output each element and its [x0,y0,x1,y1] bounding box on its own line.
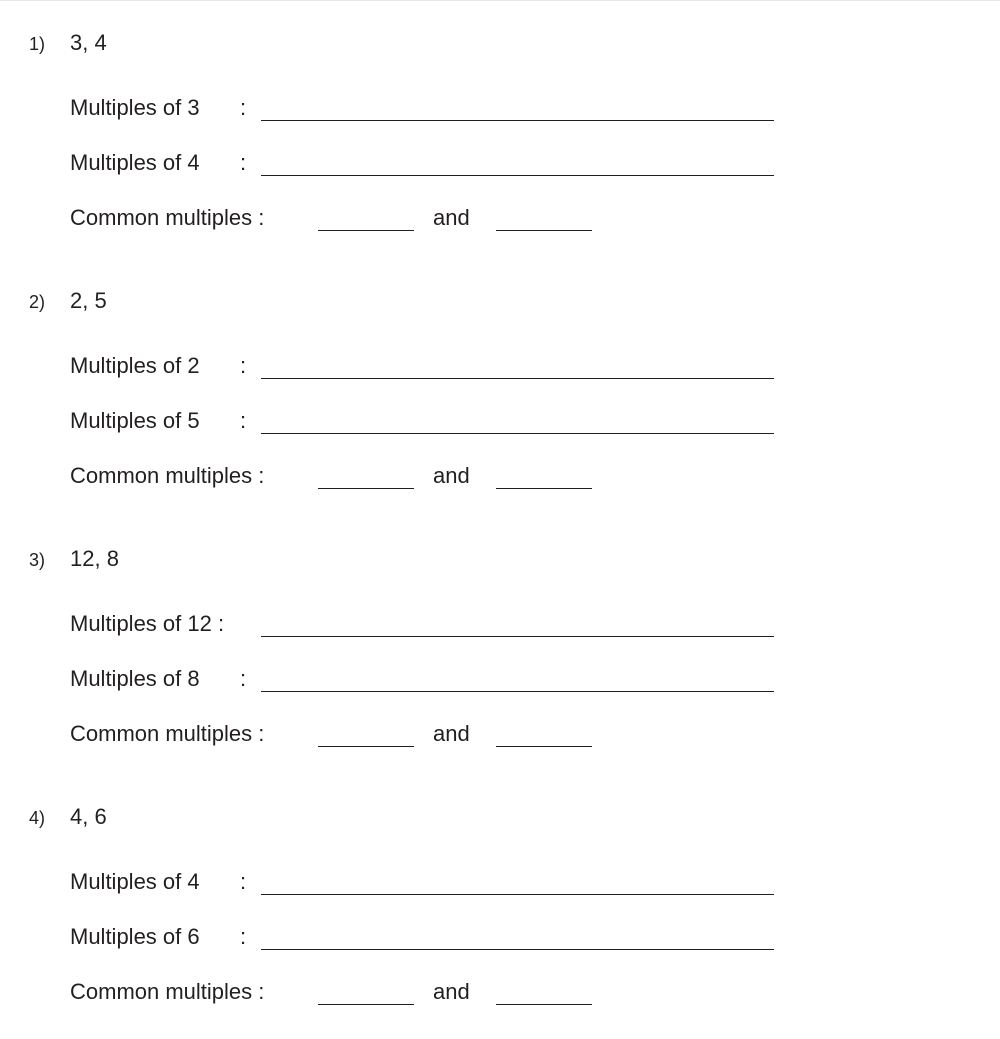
number-pair: 4, 6 [70,804,107,829]
problem-number: 2) [29,292,46,312]
colon: : [240,150,247,175]
colon: : [240,95,247,120]
common-blank-first[interactable] [318,1004,414,1005]
number-pair: 3, 4 [70,30,107,55]
problem-number: 4) [29,808,46,828]
colon: : [240,924,247,949]
answer-blank[interactable] [261,378,774,379]
multiples-label: Multiples of 5 [70,408,200,433]
common-blank-first[interactable] [318,488,414,489]
colon: : [240,666,247,691]
common-blank-second[interactable] [496,488,592,489]
common-multiples-label: Common multiples : [70,463,265,488]
answer-blank[interactable] [261,433,774,434]
problem-4 [0,786,1000,1026]
problem-number: 3) [29,550,46,570]
common-multiples-label: Common multiples : [70,979,265,1004]
problem-1 [0,12,1000,252]
multiples-label: Multiples of 4 [70,869,200,894]
answer-blank[interactable] [261,894,774,895]
multiples-label: Multiples of 2 [70,353,200,378]
colon: : [240,408,247,433]
problem-3 [0,528,1000,768]
problem-number: 1) [29,34,46,54]
common-blank-first[interactable] [318,746,414,747]
answer-blank[interactable] [261,949,774,950]
and-text: and [433,979,470,1004]
common-blank-second[interactable] [496,1004,592,1005]
answer-blank[interactable] [261,691,774,692]
answer-blank[interactable] [261,636,774,637]
common-multiples-label: Common multiples : [70,205,265,230]
colon: : [240,353,247,378]
and-text: and [433,721,470,746]
multiples-label: Multiples of 3 [70,95,200,120]
problem-2 [0,270,1000,510]
multiples-label: Multiples of 12 : [70,611,225,636]
common-multiples-label: Common multiples : [70,721,265,746]
common-blank-second[interactable] [496,746,592,747]
colon: : [240,869,247,894]
multiples-label: Multiples of 4 [70,150,200,175]
common-blank-second[interactable] [496,230,592,231]
answer-blank[interactable] [261,120,774,121]
common-blank-first[interactable] [318,230,414,231]
and-text: and [433,463,470,488]
multiples-label: Multiples of 6 [70,924,200,949]
number-pair: 2, 5 [70,288,107,313]
page-top-border [0,0,1000,1]
multiples-label: Multiples of 8 [70,666,200,691]
number-pair: 12, 8 [70,546,119,571]
answer-blank[interactable] [261,175,774,176]
and-text: and [433,205,470,230]
